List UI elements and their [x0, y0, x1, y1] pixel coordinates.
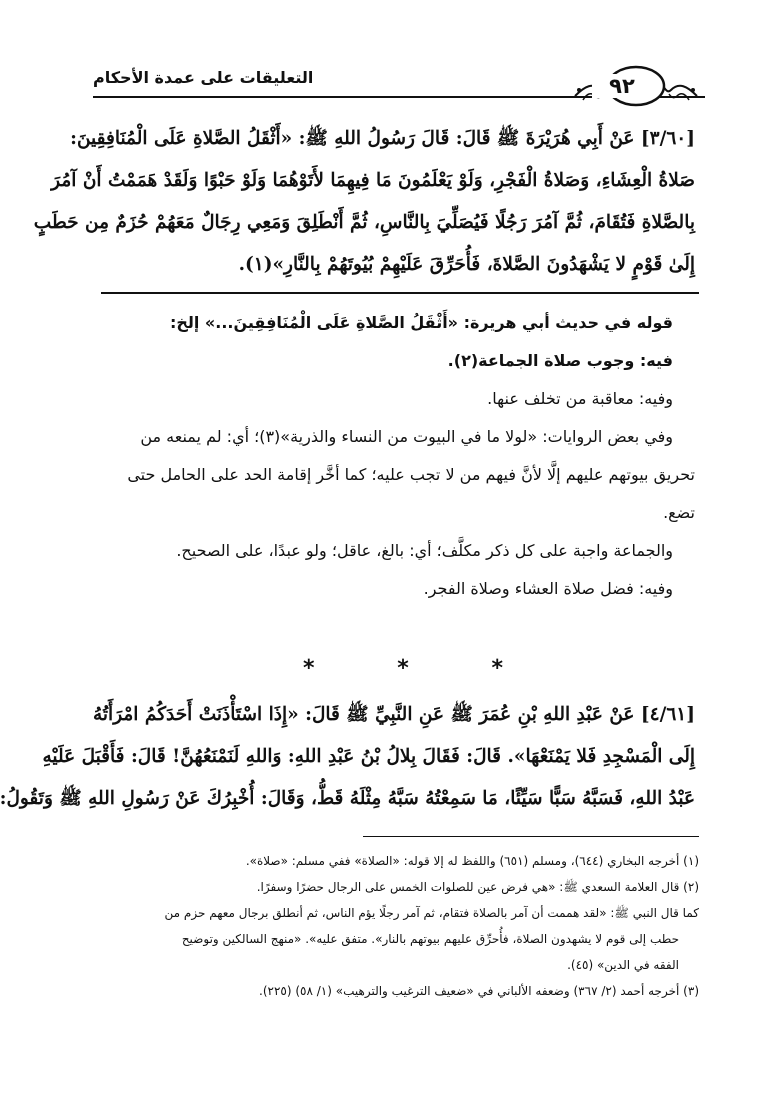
hadith-line: بِالصَّلاةِ فَتُقَامَ، ثُمَّ آمُرَ رَجُلًا فَيُصَلِّيَ بِالنَّاسِ، ثُمَّ أَنْطَلِقَ وَمَعِي رِجَالٌ مَعَهُمْ حُزَمٌ مِن حَطَبٍ [33, 212, 695, 233]
commentary-section [107, 304, 695, 608]
footnote-2-continuation: كما قال النبي ﷺ: «لقد هممت أن آمر بالصلاة فتقام، ثم آمر رجلًا يؤم الناس، ثم أنطلق برجال معهم حزم من [164, 906, 699, 920]
hadith-line: [٤/٦١] عَنْ عَبْدِ اللهِ بْنِ عُمَرَ ﷺ عَنِ النَّبِيِّ ﷺ قَالَ: «إِذَا اسْتَأْذَنَتْ أَحَدَكُمُ امْرَأَتُهُ [92, 704, 695, 725]
separator-star: * [491, 656, 503, 681]
footnote-2-continuation: الفقه في الدين» (٤٥). [567, 958, 679, 972]
commentary-riwayat-line: وفي بعض الروايات: «لولا ما في البيوت من النساء والذرية»(٣)؛ أي: لم يمنعه من [140, 427, 673, 446]
footnote-2-continuation: حطب إلى قوم لا يشهدون الصلاة، فأُحرِّق عليهم بيوتهم بالنار». متفق عليه». «منهج السالكين وتوضيح [181, 932, 679, 946]
footnote-2: (٢) قال العلامة السعدي ﷺ: «هي فرض عين للصلوات الخمس على الرجال حضرًا وسفرًا. [256, 880, 699, 894]
hadith-line: إِلَى الْمَسْجِدِ فَلا يَمْنَعْهَا». قَالَ: فَقَالَ بِلالُ بْنُ عَبْدِ اللهِ: وَاللهِ لَنَمْنَعُهُنَّ! قَالَ: فَأَقْبَلَ عَلَيْهِ [42, 746, 695, 767]
page-number: ٩٢ [592, 74, 652, 98]
hadith-divider [101, 292, 699, 294]
hadith-line: صَلاةُ الْعِشَاءِ، وَصَلاةُ الْفَجْرِ، وَلَوْ يَعْلَمُونَ مَا فِيهِمَا لأَتَوْهُمَا وَلَوْ حَبْوًا وَلَقَدْ هَمَمْتُ أَنْ آمُرَ [51, 170, 695, 191]
separator-star: * [397, 656, 409, 681]
running-title: التعليقات على عمدة الأحكام [93, 68, 314, 87]
commentary-point-2: وفيه: معاقبة من تخلف عنها. [487, 389, 673, 408]
section-separator [303, 656, 503, 681]
separator-star: * [303, 656, 315, 681]
hadith-line: إِلَىٰ قَوْمٍ لا يَشْهَدُونَ الصَّلاةَ، فَأُحَرِّقَ عَلَيْهِمْ بُيُوتَهُمْ بِالنَّارِ»(١). [238, 254, 695, 275]
footnote-3: (٣) أخرجه أحمد (٢/ ٣٦٧) وضعفه الألباني في «ضعيف الترغيب والترهيب» (١/ ٥٨) (٢٢٥). [259, 984, 699, 998]
hadith-61-text [0, 694, 695, 820]
commentary-point-3: والجماعة واجبة على كل ذكر مكلَّف؛ أي: بالغ، عاقل؛ ولو عبدًا، على الصحيح. [176, 541, 673, 560]
commentary-point-4: وفيه: فضل صلاة العشاء وصلاة الفجر. [423, 579, 673, 598]
commentary-intro: قوله في حديث أبي هريرة: «أَثْقَلُ الصَّلاةِ عَلَى الْمُنَافِقِينَ...» إلخ: [169, 313, 673, 332]
hadith-60-text [33, 118, 695, 286]
commentary-riwayat-line: تضع. [663, 503, 695, 522]
commentary-point-1: فيه: وجوب صلاة الجماعة(٢). [447, 351, 673, 370]
footnote-1: (١) أخرجه البخاري (٦٤٤)، ومسلم (٦٥١) واللفظ له إلا قوله: «الصلاة» ففي مسلم: «صلاة». [245, 854, 699, 868]
page-header [93, 60, 705, 110]
footnotes [101, 848, 699, 1004]
commentary-riwayat-line: تحريق بيوتهم عليهم إلَّا لأنَّ فيهم من لا تجب عليه؛ كما أخَّر إقامة الحد على الحامل حتى [127, 465, 695, 484]
hadith-line: [٣/٦٠] عَنْ أَبِي هُرَيْرَةَ ﷺ قَالَ: قَالَ رَسُولُ اللهِ ﷺ: «أَثْقَلُ الصَّلاةِ عَلَى الْمُنَافِقِينَ: [70, 128, 695, 149]
hadith-line: عَبْدُ اللهِ، فَسَبَّهُ سَبًّا سَيِّئًا، مَا سَمِعْتُهُ سَبَّهُ مِثْلَهُ قَطُّ، وَقَالَ: أُخْبِرُكَ عَنْ رَسُولِ اللهِ ﷺ وَتَقُولُ: [0, 788, 695, 809]
footnote-rule [363, 836, 699, 837]
